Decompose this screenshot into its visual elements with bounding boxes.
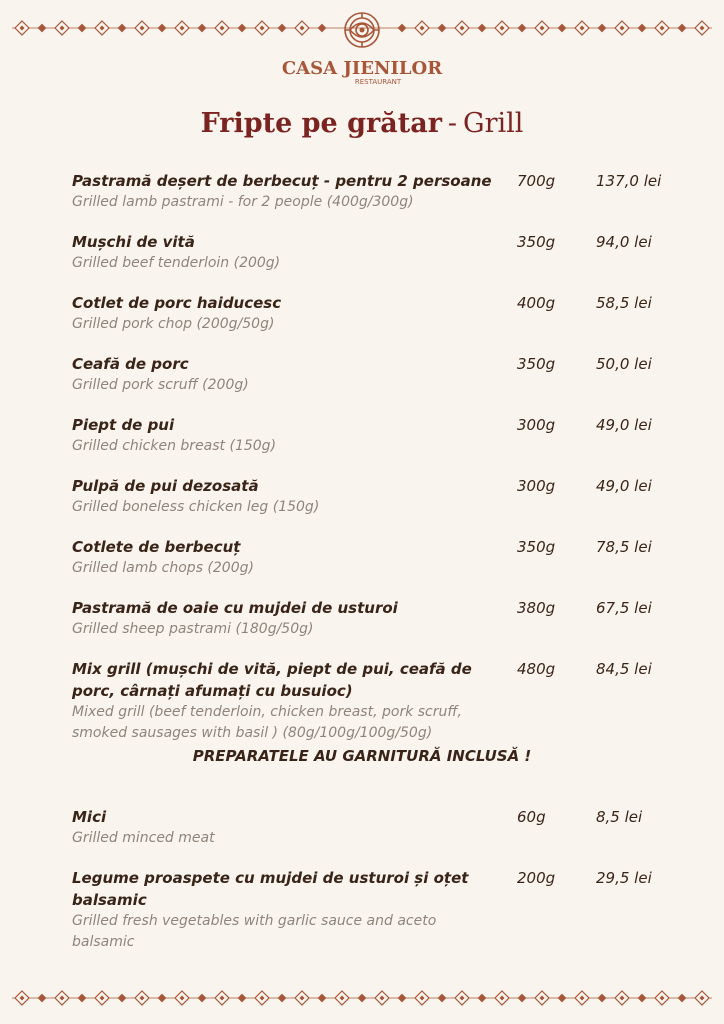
item-weight: 380g xyxy=(517,599,556,617)
title-separator: - xyxy=(447,108,458,139)
ornament-diamond xyxy=(439,25,446,32)
menu-item xyxy=(72,658,672,744)
item-description: Grilled lamb chops (200g) xyxy=(72,560,254,576)
item-description: Grilled lamb pastrami - for 2 people (400g/300g) xyxy=(72,194,414,210)
item-price: 137,0 lei xyxy=(596,172,662,190)
ornament-diamond xyxy=(119,25,126,32)
item-price: 29,5 lei xyxy=(596,869,652,887)
item-description: Grilled sheep pastrami (180g/50g) xyxy=(72,621,314,637)
ornament-diamond xyxy=(199,995,206,1002)
item-description: Grilled fresh vegetables with garlic sauce and aceto balsamic xyxy=(72,913,437,950)
item-name: Ceafă de porc xyxy=(72,355,189,373)
ornament-diamond xyxy=(479,995,486,1002)
item-name: Mușchi de vită xyxy=(72,233,195,251)
ornament-diamond xyxy=(279,25,286,32)
item-weight: 350g xyxy=(517,538,556,556)
logo-name: CASA JIENILOR xyxy=(281,58,443,79)
ornament-diamond xyxy=(119,995,126,1002)
item-description: Grilled chicken breast (150g) xyxy=(72,438,277,454)
ornament-diamond xyxy=(679,25,686,32)
item-price: 94,0 lei xyxy=(596,233,652,251)
menu-item xyxy=(72,170,672,213)
page-title xyxy=(0,108,724,139)
ornament-diamond xyxy=(239,995,246,1002)
item-weight: 60g xyxy=(517,808,546,826)
ornament-diamond xyxy=(399,995,406,1002)
ornament-diamond xyxy=(599,25,606,32)
ornament-diamond xyxy=(439,995,446,1002)
title-english: Grill xyxy=(463,108,524,139)
item-price: 84,5 lei xyxy=(596,660,652,678)
bottom-ornamental-border xyxy=(12,988,712,1008)
item-weight: 700g xyxy=(517,172,556,190)
item-description: Grilled pork chop (200g/50g) xyxy=(72,316,275,332)
ornament-diamond xyxy=(79,25,86,32)
ornamental-medallion-icon xyxy=(281,8,443,86)
item-name: Legume proaspete cu mujdei de usturoi și oțet balsamic xyxy=(72,869,469,909)
item-name: Cotlete de berbecuț xyxy=(72,538,241,556)
item-description: Grilled minced meat xyxy=(72,830,215,846)
item-weight: 200g xyxy=(517,869,556,887)
menu-item xyxy=(72,414,672,457)
ornament-diamond xyxy=(639,25,646,32)
ornament-diamond xyxy=(599,995,606,1002)
ornament-diamond xyxy=(79,995,86,1002)
item-weight: 400g xyxy=(517,294,556,312)
item-price: 49,0 lei xyxy=(596,477,652,495)
item-price: 58,5 lei xyxy=(596,294,652,312)
ornament-diamond xyxy=(239,25,246,32)
ornament-pattern xyxy=(12,988,712,1008)
logo-subtitle: RESTAURANT xyxy=(354,78,402,86)
item-description: Mixed grill (beef tenderloin, chicken breast, pork scruff, smoked sausages with basil ) (80g/100g/100g/50g) xyxy=(72,704,462,741)
item-name: Mix grill (mușchi de vită, piept de pui, ceafă de porc, cârnați afumați cu busuioc) xyxy=(72,660,472,700)
ornament-diamond xyxy=(359,995,366,1002)
garnish-included-note: PREPARATELE AU GARNITURĂ INCLUSĂ ! xyxy=(192,747,532,765)
menu-item xyxy=(72,536,672,579)
menu-item xyxy=(72,597,672,640)
title-romanian: Fripte pe grătar xyxy=(200,108,442,139)
ornament-diamond xyxy=(39,995,46,1002)
ornament-diamond xyxy=(159,25,166,32)
item-name: Piept de pui xyxy=(72,416,175,434)
ornament-diamond xyxy=(679,995,686,1002)
menu-item xyxy=(72,231,672,274)
item-description: Grilled pork scruff (200g) xyxy=(72,377,249,393)
ornament-diamond xyxy=(519,995,526,1002)
menu-item xyxy=(72,806,672,849)
item-price: 49,0 lei xyxy=(596,416,652,434)
menu-item xyxy=(72,353,672,396)
ornament-diamond xyxy=(199,25,206,32)
item-name: Pulpă de pui dezosată xyxy=(72,477,259,495)
ornament-diamond xyxy=(519,25,526,32)
menu-item xyxy=(72,292,672,335)
item-name: Mici xyxy=(72,808,107,826)
ornament-diamond xyxy=(159,995,166,1002)
item-name: Cotlet de porc haiducesc xyxy=(72,294,282,312)
item-weight: 480g xyxy=(517,660,556,678)
item-price: 67,5 lei xyxy=(596,599,652,617)
item-weight: 300g xyxy=(517,477,556,495)
item-price: 78,5 lei xyxy=(596,538,652,556)
item-weight: 350g xyxy=(517,233,556,251)
menu-items-list xyxy=(72,170,672,762)
item-price: 50,0 lei xyxy=(596,355,652,373)
restaurant-logo xyxy=(281,8,443,86)
ornament-diamond xyxy=(319,995,326,1002)
ornament-diamond xyxy=(559,995,566,1002)
menu-item xyxy=(72,475,672,518)
item-weight: 350g xyxy=(517,355,556,373)
item-description: Grilled beef tenderloin (200g) xyxy=(72,255,281,271)
menu-item xyxy=(72,867,672,953)
ornament-diamond xyxy=(559,25,566,32)
item-description: Grilled boneless chicken leg (150g) xyxy=(72,499,320,515)
ornament-diamond xyxy=(39,25,46,32)
item-name: Pastramă de oaie cu mujdei de usturoi xyxy=(72,599,398,617)
ornament-diamond xyxy=(479,25,486,32)
secondary-menu-items-list xyxy=(72,806,672,971)
ornament-diamond xyxy=(639,995,646,1002)
item-name: Pastramă deșert de berbecuț - pentru 2 persoane xyxy=(72,172,492,190)
ornament-diamond xyxy=(279,995,286,1002)
item-price: 8,5 lei xyxy=(596,808,643,826)
item-weight: 300g xyxy=(517,416,556,434)
